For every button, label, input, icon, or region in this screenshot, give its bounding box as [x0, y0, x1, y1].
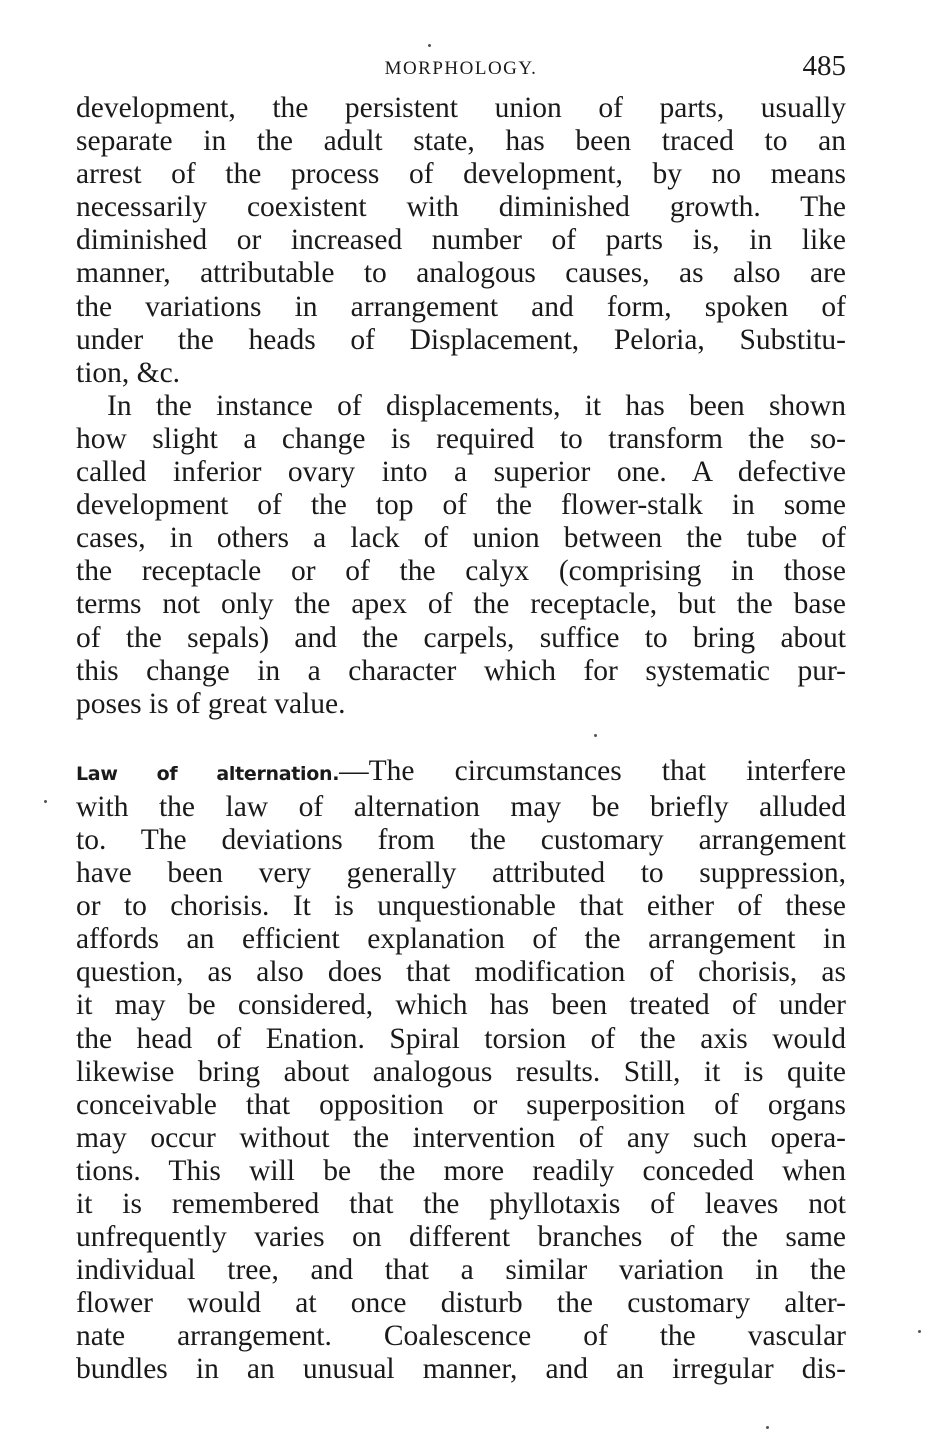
text-line: how slight a change is required to transform the so- — [76, 422, 846, 455]
scan-speck — [44, 800, 47, 803]
paragraph-1 — [76, 92, 846, 390]
text-line: development, the persistent union of parts, usually — [76, 92, 846, 124]
side-heading: Law of alternation. — [76, 762, 340, 785]
text-line: separate in the adult state, has been traced to an — [76, 125, 846, 158]
paragraph-3 — [76, 755, 846, 1387]
text-line: under the heads of Displacement, Peloria, Substitu- — [76, 323, 846, 356]
text-line: unfrequently varies on different branches of the same — [76, 1221, 846, 1254]
text-line: have been very generally attributed to suppression, — [76, 857, 846, 890]
scan-speck — [918, 1330, 921, 1333]
text-line: diminished or increased number of parts is, in like — [76, 224, 846, 257]
text-line: the variations in arrangement and form, spoken of — [76, 290, 846, 323]
running-head: MORPHOLOGY. — [384, 58, 538, 79]
text-line: cases, in others a lack of union between the tube of — [76, 522, 846, 555]
text-line: with the law of alternation may be briefly alluded — [76, 790, 846, 823]
text-line: bundles in an unusual manner, and an irregular dis- — [76, 1353, 846, 1386]
scan-speck — [594, 734, 597, 737]
text-line: of the sepals) and the carpels, suffice to bring about — [76, 621, 846, 654]
text-line: question, as also does that modification of chorisis, as — [76, 956, 846, 989]
text-line: necessarily coexistent with diminished growth. The — [76, 191, 846, 224]
scan-speck — [428, 44, 431, 47]
section-gap — [76, 721, 846, 755]
page-number: 485 — [802, 50, 846, 82]
text-line: may occur without the intervention of any such opera- — [76, 1121, 846, 1154]
page-header — [76, 46, 846, 92]
text-line: In the instance of displacements, it has been shown — [107, 389, 846, 422]
text-line: manner, attributable to analogous causes, as also are — [76, 257, 846, 290]
text-line: or to chorisis. It is unquestionable that either of these — [76, 890, 846, 923]
book-page — [76, 46, 846, 1387]
text-line: this change in a character which for systematic pur- — [76, 654, 846, 687]
text-line: arrest of the process of development, by no means — [76, 158, 846, 191]
text-line: nate arrangement. Coalescence of the vascular — [76, 1320, 846, 1353]
text-line: affords an efficient explanation of the arrangement in — [76, 923, 846, 956]
text-line: flower would at once disturb the customary alter- — [76, 1287, 846, 1320]
text-line: it may be considered, which has been treated of under — [76, 989, 846, 1022]
text-line: development of the top of the flower-stalk in some — [76, 489, 846, 522]
text-line: conceivable that opposition or superposition of organs — [76, 1088, 846, 1121]
text-line: individual tree, and that a similar variation in the — [76, 1254, 846, 1287]
text-line: tions. This will be the more readily conceded when — [76, 1154, 846, 1187]
text-line: poses is of great value. — [76, 687, 346, 720]
text-line: the receptacle or of the calyx (comprising in those — [76, 555, 846, 588]
text-line: the head of Enation. Spiral torsion of the axis would — [76, 1022, 846, 1055]
paragraph-2 — [76, 390, 846, 721]
scan-speck — [766, 1426, 769, 1429]
text-line: called inferior ovary into a superior one. A defective — [76, 456, 846, 489]
text-line — [76, 755, 846, 791]
text-line-rest: —The circumstances that interfere — [339, 754, 846, 787]
text-line: likewise bring about analogous results. Still, it is quite — [76, 1055, 846, 1088]
text-line: tion, &c. — [76, 356, 181, 389]
text-line: to. The deviations from the customary arrangement — [76, 823, 846, 856]
text-line: it is remembered that the phyllotaxis of leaves not — [76, 1188, 846, 1220]
text-line: terms not only the apex of the receptacle, but the base — [76, 588, 846, 621]
